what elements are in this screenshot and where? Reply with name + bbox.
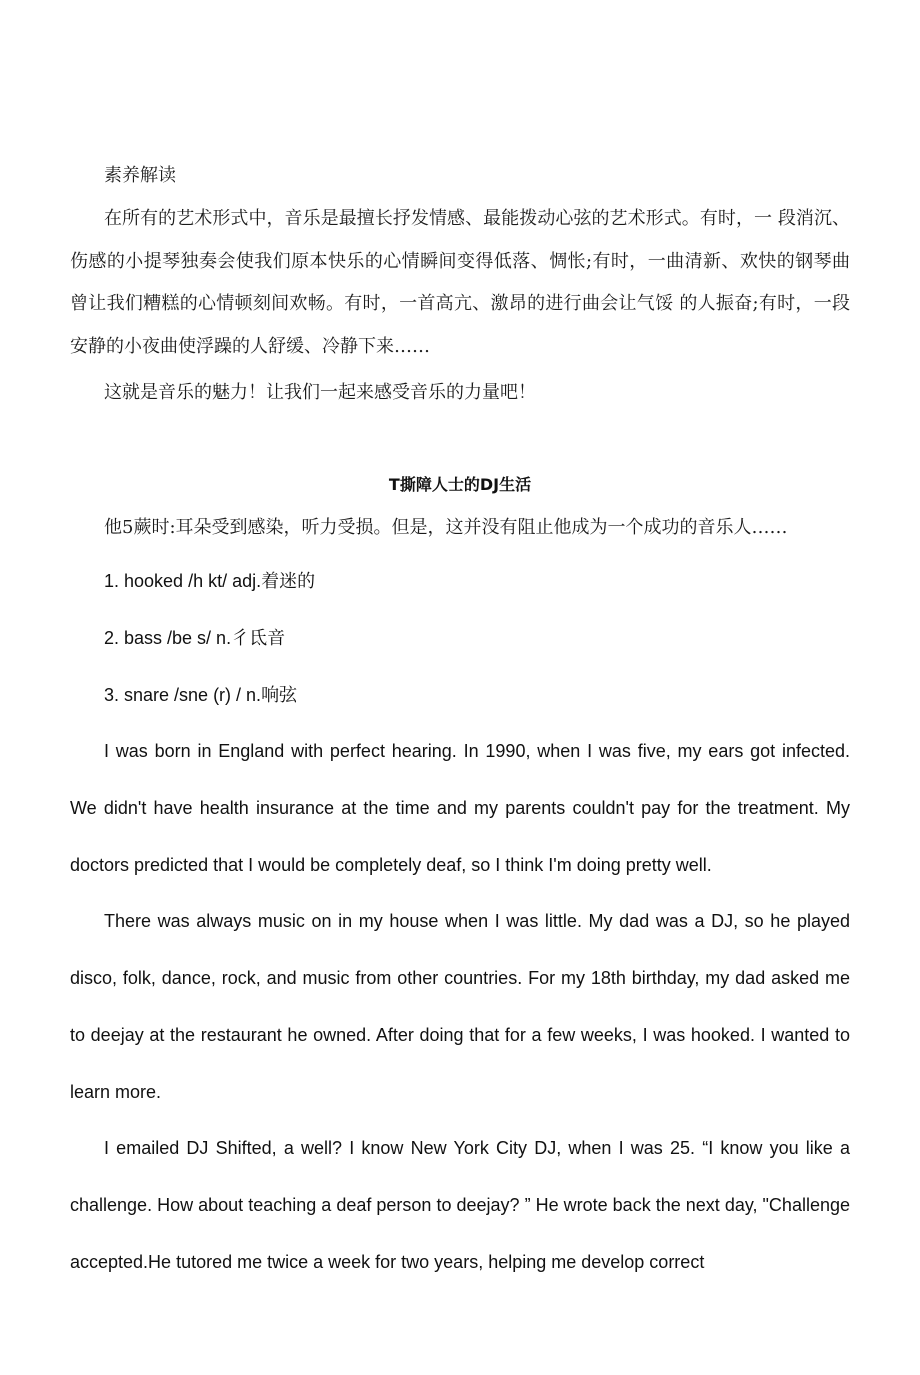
vocab-item [104,569,315,594]
article-lead: 他5蕨时:耳朵受到感染，听力受损。但是，这并没有阻止他成为一个成功的音乐人…… [104,517,788,538]
section-heading: 素养解读 [104,165,176,186]
body-paragraph: I emailed DJ Shifted, a well? I know New York City DJ, when I was 25. “I know you like a challenge. How about teaching a deaf person to deejay? ” He wrote back the next day, "Challenge accepted.He tutored me twice a week for two years, helping me develop correct [70,1138,850,1272]
body-paragraph: There was always music on in my house when I was little. My dad was a DJ, so he played disco, folk, dance, rock, and music from other countries. For my 18th birthday, my dad asked me to deejay at the restaurant he owned. After doing that for a few weeks, I was hooked. I wanted to learn more. [70,911,850,1102]
article-title: T撕障人士的DJ生活 [388,475,532,494]
vocab-gloss: 响弦 [261,685,298,706]
vocab-item [104,626,285,651]
vocab-gloss: 着迷的 [261,571,316,592]
vocab-item [104,683,297,708]
vocab-term: 1. hooked /h kt/ adj. [104,571,262,591]
intro-paragraph: 在所有的艺术形式中，音乐是最擅长抒发情感、最能拨动心弦的艺术形式。有时，一 段消沉、伤感的小提琴独奏会使我们原本快乐的心情瞬间变得低落、惆怅;有时，一曲清新、欢快的钢琴曲曾让我们糟糕的心情顿刻间欢畅。有时，一首高亢、激昂的进行曲会让气馁 的人振奋;有时，一段安静的小夜曲使浮躁的人舒缓、冷静下来…… [70,208,850,357]
vocab-term: 2. bass /be s/ n. [104,628,232,648]
body-paragraph: I was born in England with perfect hearing. In 1990, when I was five, my ears got infected. We didn't have health insurance at the time and my parents couldn't pay for the treatment. My doctors predicted that I would be completely deaf, so I think I'm doing pretty well. [70,741,850,875]
vocab-term: 3. snare /sne (r) / n. [104,685,262,705]
vocab-gloss: 彳氐音 [231,628,286,649]
intro-closing-paragraph: 这就是音乐的魅力！让我们一起来感受音乐的力量吧！ [104,382,536,403]
